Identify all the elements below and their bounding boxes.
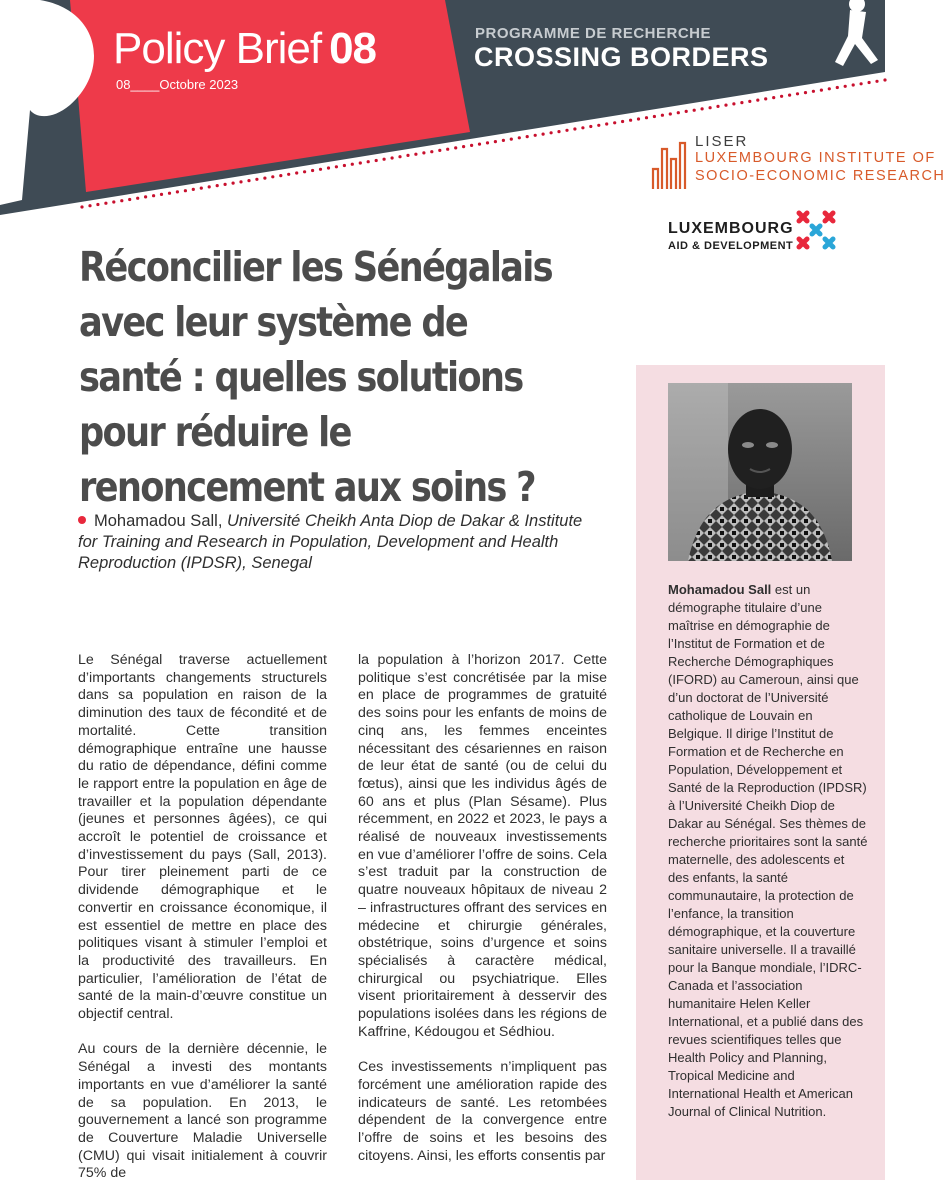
dot	[589, 125, 592, 128]
dot	[287, 173, 290, 176]
liser-bars-icon	[651, 137, 691, 189]
paragraph: Le Sénégal traverse actuellement d’importants changements structurels dans sa population en raison de la diminution des taux de fécondité et de mortalité. Cette transition démographique entraîne une hausse du ratio de dépendance, défini comme le rapport entre la population en âge de travailler et la population dépendante (jeunes et personnes âgées), ce qui accroît le potentiel de croissance et d’investissement du pays (Sall, 2013). Pour tirer pleinement parti de ce dividende démographique et le convertir en croissance économique, il est essentiel de mettre en place des politiques visant à stimuler l’emploi et la productivité des travailleurs. En particulier, l’amélioration de l’état de santé de la main-d’œuvre constitue un objectif central.	[78, 652, 327, 1023]
dot	[621, 120, 624, 123]
dot	[844, 85, 847, 88]
dot	[534, 134, 537, 137]
dot	[422, 151, 425, 154]
dot	[565, 129, 568, 132]
dot	[693, 109, 696, 112]
bio-text: est un démographe titulaire d’une maîtrise en démographie de l’Institut de Formation et de Recherche Démographiques (IFORD) au Cameroun, ainsi que d’un doctorat de l’Université catholique de Louvain en Belgique. Il dirige l’Institut de Formation et de Recherche en Population, Développement et Santé de la Reproduction (IPDSR) à l’Université Cheikh Diop de Dakar au Sénégal. Ses thèmes de recherche prioritaires sont la santé maternelle, des adolescents et des enfants, la santé communautaire, la protection de l’enfance, la transition démographique, et la couverture sanitaire universelle. Il a travaillé pour la Banque mondiale, l’IDRC-Canada et l’association humanitaire Helen Keller International, et a publié dans des revues scientifiques telles que Health Policy and Planning, Tropical Medicine and International Health et American Journal of Clinical Nutrition.	[668, 582, 868, 1119]
dot	[88, 204, 91, 207]
dot	[446, 148, 449, 151]
dot	[438, 149, 441, 152]
paragraph: Ces investissements n’impliquent pas forcément une amélioration rapide des indicateurs de santé. Les retombées dépendent de la convergence entre l’offre de soins et les besoins des citoyens. Ainsi, les efforts consentis par	[358, 1059, 607, 1164]
dot	[200, 187, 203, 190]
dot	[367, 160, 370, 163]
author-block: Mohamadou Sall, Université Cheikh Anta Diop de Dakar & Institute for Training and Research in Population, Development and Health Reproduction (IPDSR), Senegal	[78, 512, 583, 572]
dot	[168, 192, 171, 195]
body-column-2	[358, 652, 607, 1183]
dot	[724, 104, 727, 107]
lux-dev-logo	[668, 220, 794, 252]
dot	[351, 163, 354, 166]
dot	[629, 119, 632, 122]
dot	[303, 170, 306, 173]
body-column-1	[78, 652, 327, 1201]
liser-line1: LUXEMBOURG INSTITUTE OF	[695, 150, 936, 166]
dot	[486, 141, 489, 144]
programme-title: CROSSING BORDERS	[474, 42, 769, 72]
policy-brief-number: 08	[329, 24, 377, 73]
dot	[263, 177, 266, 180]
author-name: Mohamadou Sall	[94, 512, 218, 530]
dot	[860, 82, 863, 85]
author-bio	[668, 581, 868, 1121]
policy-brief-title	[113, 24, 376, 74]
dot	[597, 124, 600, 127]
dot	[820, 89, 823, 92]
dot	[661, 114, 664, 117]
dot	[701, 107, 704, 110]
dot	[359, 161, 362, 164]
page-title: Réconcilier les Sénégalais avec leur système de santé : quelles solutions pour réduire le renoncement aux soins ?	[79, 243, 552, 511]
dot	[391, 156, 394, 159]
liser-line2: SOCIO-ECONOMIC RESEARCH	[695, 168, 945, 184]
dot	[677, 111, 680, 114]
dot	[716, 105, 719, 108]
dot	[247, 179, 250, 182]
dot	[732, 102, 735, 105]
dot	[295, 171, 298, 174]
lux-name: LUXEMBOURG	[668, 220, 794, 237]
bio-name: Mohamadou Sall	[668, 582, 772, 597]
dot	[470, 144, 473, 147]
dot	[550, 131, 553, 134]
dot	[709, 106, 712, 109]
dot	[748, 100, 751, 103]
dot	[812, 90, 815, 93]
dot	[239, 180, 242, 183]
dot	[406, 154, 409, 157]
dot	[414, 153, 417, 156]
dot	[176, 190, 179, 193]
brief-date: 08____Octobre 2023	[116, 77, 239, 92]
dot	[510, 138, 513, 141]
dot	[152, 194, 155, 197]
dot	[255, 178, 258, 181]
dot	[271, 175, 274, 178]
dot	[144, 195, 147, 198]
dot	[613, 121, 616, 124]
lux-dev-mark-icon	[795, 209, 841, 255]
dot	[836, 86, 839, 89]
dot	[518, 136, 521, 139]
dot	[772, 96, 775, 99]
dot	[224, 183, 227, 186]
dot	[462, 145, 465, 148]
dot	[128, 198, 131, 201]
dot	[311, 169, 314, 172]
dot	[120, 199, 123, 202]
liser-name: LISER	[695, 133, 749, 150]
dot	[80, 205, 83, 208]
dot	[828, 87, 831, 90]
dot	[383, 158, 386, 161]
dot	[104, 202, 107, 205]
paragraph: la population à l’horizon 2017. Cette politique s’est concrétisée par la mise en place de programmes de gratuité des soins pour les enfants de moins de cinq ans, les femmes enceintes nécessitant des césariennes en raison de leur état de santé (ou de celui du fœtus), ainsi que les individus âgés de 60 ans et plus (Plan Sésame). Plus récemment, en 2022 et 2023, le pays a réalisé de nouveaux investissements en vue d’améliorer l’offre de soins. Cela s’est traduit par la construction de quatre nouveaux hôpitaux de niveau 2 – infrastructures offrant des services en médecine et chirurgie générales, obstétrique, soins d’urgence et soins spécialisés à caractère médical, chirurgical ou psychiatrique. Elles visent prioritairement à desservir des populations isolées dans les régions de Kaffrine, Kédougou et Sédhiou.	[358, 652, 607, 1040]
dot	[653, 115, 656, 118]
dot	[327, 166, 330, 169]
dot	[96, 203, 99, 206]
dot	[232, 182, 235, 185]
bullet-icon	[78, 516, 86, 524]
dot	[184, 189, 187, 192]
dot	[740, 101, 743, 104]
dot	[637, 117, 640, 120]
dot	[573, 127, 576, 130]
dot	[502, 139, 505, 142]
dot	[788, 94, 791, 97]
dot	[335, 165, 338, 168]
dot	[279, 174, 282, 177]
dot	[319, 168, 322, 171]
dot	[430, 150, 433, 153]
dot	[160, 193, 163, 196]
dot	[804, 91, 807, 94]
author-affiliation: Université Cheikh Anta Diop de Dakar & Institute for Training and Research in Population, Development and Health Reproduction (IPDSR), Senegal	[78, 512, 583, 572]
dot	[756, 99, 759, 102]
dot	[216, 184, 219, 187]
dot	[764, 97, 767, 100]
dot	[398, 155, 401, 158]
dot	[780, 95, 783, 98]
dot	[136, 197, 139, 200]
dot	[883, 78, 886, 81]
policy-brief-label: Policy Brief	[113, 24, 322, 73]
dot	[343, 164, 346, 167]
dot	[557, 130, 560, 133]
dot	[208, 185, 211, 188]
programme-label: PROGRAMME DE RECHERCHE	[475, 25, 712, 42]
dot	[685, 110, 688, 113]
dot	[375, 159, 378, 162]
dot	[454, 146, 457, 149]
dot	[669, 112, 672, 115]
paragraph: Au cours de la dernière décennie, le Sénégal a investi des montants importants en vue d’améliorer la santé de sa population. En 2013, le gouvernement a lancé son programme de Couverture Maladie Universelle (CMU) qui visait initialement à couvrir 75% de	[78, 1041, 327, 1182]
dot	[112, 200, 115, 203]
dot	[581, 126, 584, 129]
dot	[868, 81, 871, 84]
dot	[605, 122, 608, 125]
dot	[494, 140, 497, 143]
dot	[192, 188, 195, 191]
dot	[645, 116, 648, 119]
lux-sub: AID & DEVELOPMENT	[668, 240, 794, 252]
author-photo	[668, 383, 852, 561]
dot	[478, 143, 481, 146]
dot	[542, 133, 545, 136]
dot	[796, 92, 799, 95]
dot	[526, 135, 529, 138]
dot	[852, 83, 855, 86]
dot	[875, 80, 878, 83]
